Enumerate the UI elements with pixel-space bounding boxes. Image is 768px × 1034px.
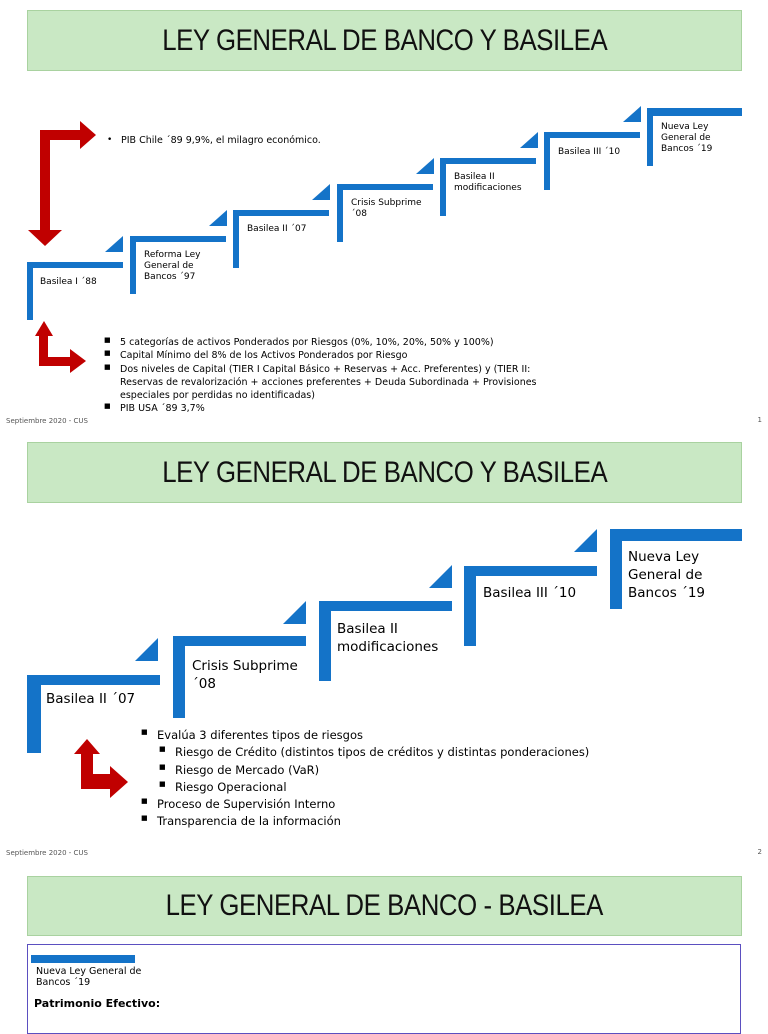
bullet-list	[102, 336, 542, 416]
box-accent-bar	[31, 955, 135, 963]
list-item: ■ Riesgo de Crédito (distintos tipos de créditos y distintas ponderaciones)	[139, 744, 659, 761]
step-triangle	[105, 236, 123, 252]
step-triangle	[520, 132, 538, 148]
step-triangle	[312, 184, 330, 200]
step-bar	[440, 158, 536, 164]
step-riser	[233, 210, 239, 268]
slide-title: LEY GENERAL DE BANCO Y BASILEA	[27, 442, 742, 503]
red-bent-arrow	[28, 121, 96, 246]
page-number: 2	[757, 848, 762, 856]
step-riser	[319, 601, 331, 681]
list-item: ■ Capital Mínimo del 8% de los Activos Ponderados por Riesgo	[102, 349, 542, 362]
step-label: Nueva Ley General de Bancos ´19	[628, 549, 706, 602]
step-bar	[27, 675, 160, 685]
step-bar	[610, 529, 742, 541]
step-riser	[173, 636, 185, 718]
step-triangle	[135, 638, 158, 661]
step-label: Crisis Subprime ´08	[192, 658, 298, 693]
step-riser	[440, 158, 446, 216]
step-riser	[610, 529, 622, 609]
content-box	[27, 944, 741, 1034]
step-label: Basilea I ´88	[40, 277, 97, 287]
step-bar	[337, 184, 433, 190]
red-bent-arrow	[74, 739, 128, 798]
step-label: Basilea II modificaciones	[454, 172, 522, 193]
step-label: Basilea II ´07	[247, 224, 307, 234]
step-bar	[464, 566, 597, 576]
slide-title: LEY GENERAL DE BANCO Y BASILEA	[27, 10, 742, 71]
slide-1	[0, 0, 768, 432]
page-number: 1	[757, 416, 762, 424]
step-label: Nueva Ley General de Bancos ´19	[661, 122, 713, 154]
step-bar	[173, 636, 306, 646]
list-item: • PIB Chile ´89 9,9%, el milagro económico.	[103, 134, 423, 147]
step-riser	[27, 262, 33, 320]
slide-footer: Septiembre 2020 - CUS	[6, 417, 88, 425]
step-bar	[27, 262, 123, 268]
step-label: Basilea II modificaciones	[337, 621, 439, 656]
step-bar	[319, 601, 452, 611]
bullet-list	[139, 727, 659, 831]
step-triangle	[209, 210, 227, 226]
step-label: Reforma Ley General de Bancos ´97	[144, 250, 201, 282]
step-label: Basilea III ´10	[558, 147, 621, 157]
step-triangle	[623, 106, 641, 122]
step-triangle	[416, 158, 434, 174]
list-item: ■ Proceso de Supervisión Interno	[139, 796, 659, 813]
box-label: Nueva Ley General de Bancos ´19	[36, 966, 142, 989]
list-item: ■ Riesgo de Mercado (VaR)	[139, 762, 659, 779]
list-item: ■ Transparencia de la información	[139, 813, 659, 830]
list-item: ■ Riesgo Operacional	[139, 779, 659, 796]
section-heading: Patrimonio Efectivo:	[34, 997, 161, 1010]
step-triangle	[429, 565, 452, 588]
red-bent-arrow	[35, 321, 86, 373]
step-label: Crisis Subprime ´08	[351, 198, 422, 219]
step-triangle	[283, 601, 306, 624]
list-item: ■ 5 categorías de activos Ponderados por Riesgos (0%, 10%, 20%, 50% y 100%)	[102, 336, 542, 349]
step-triangle	[574, 529, 597, 552]
slide-title: LEY GENERAL DE BANCO - BASILEA	[27, 876, 742, 936]
step-bar	[233, 210, 329, 216]
step-riser	[647, 108, 653, 166]
slide-3	[0, 864, 768, 1024]
step-riser	[27, 675, 41, 753]
step-bar	[130, 236, 226, 242]
top-bullet-list	[103, 134, 423, 147]
step-label: Basilea II ´07	[46, 691, 136, 707]
slide-2	[0, 432, 768, 864]
list-item: ■ Evalúa 3 diferentes tipos de riesgos	[139, 727, 659, 744]
step-riser	[337, 184, 343, 242]
step-riser	[544, 132, 550, 190]
step-label: Basilea III ´10	[483, 585, 577, 601]
slide-footer: Septiembre 2020 - CUS	[6, 849, 88, 857]
step-riser	[464, 566, 476, 646]
step-riser	[130, 236, 136, 294]
step-bar	[647, 108, 742, 116]
list-item: ■ Dos niveles de Capital (TIER I Capital Básico + Reservas + Acc. Preferentes) y (TIER II: Reservas de revalorización + acciones preferentes + Deuda Subordinada + Provisiones especiales por perdidas no identificadas)	[102, 363, 542, 403]
list-item: ■ PIB USA ´89 3,7%	[102, 402, 542, 415]
step-bar	[544, 132, 640, 138]
